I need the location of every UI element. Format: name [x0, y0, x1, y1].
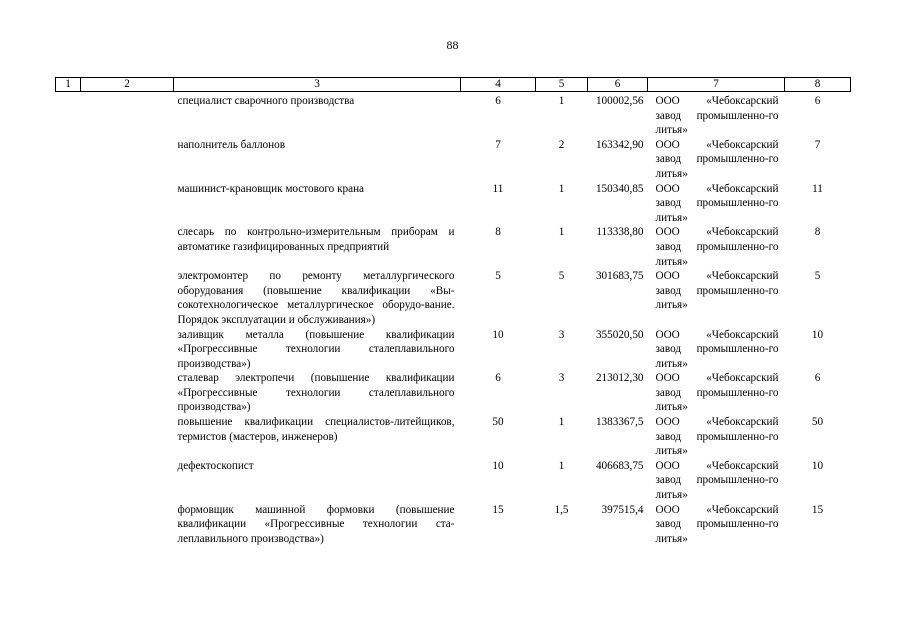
cell-organization: ООО «Чебоксарский завод промышленно-го литья» — [655, 270, 779, 312]
cell-organization: ООО «Чебоксарский завод промышленно-го литья» — [655, 416, 779, 458]
cell-col8: 7 — [814, 138, 821, 151]
cell-col1 — [56, 269, 81, 327]
table-row — [56, 92, 851, 138]
cell-col1 — [56, 415, 81, 459]
cell-organization: ООО «Чебоксарский завод промышленно-го литья» — [655, 95, 779, 137]
cell-col8: 11 — [812, 182, 823, 195]
cell-col8: 10 — [811, 328, 824, 341]
column-header-2: 2 — [81, 78, 174, 92]
cell-col1 — [56, 371, 81, 415]
cell-col5: 1 — [558, 182, 565, 195]
cell-organization: ООО «Чебоксарский завод промышленно-го литья» — [655, 138, 779, 180]
cell-col4: 11 — [492, 182, 504, 195]
cell-col2 — [81, 225, 174, 269]
cell-col5: 2 — [558, 138, 565, 151]
cell-profession: электромонтер по ремонту металлургического оборудования (повышение квалификации «Вы-сокотехнологическое металлургическое оборудо-вание. Порядок эксплуатации и обслуживания») — [177, 270, 455, 326]
cell-col1 — [56, 92, 81, 138]
cell-col8: 15 — [811, 503, 824, 516]
column-number-header-row — [56, 78, 851, 92]
cell-col2 — [81, 503, 174, 547]
column-header-5: 5 — [536, 78, 588, 92]
cell-profession: сталевар электропечи (повышение квалификации «Прогрессивные технологии сталеплавильного производства») — [177, 372, 455, 414]
cell-amount: 301683,75 — [595, 270, 644, 283]
cell-col8: 10 — [811, 459, 824, 472]
cell-amount: 100002,56 — [595, 95, 644, 107]
cell-col1 — [56, 503, 81, 547]
cell-col2 — [81, 138, 174, 182]
column-header-7: 7 — [648, 78, 785, 92]
table-row — [56, 225, 851, 269]
table-row — [56, 371, 851, 415]
cell-amount: 406683,75 — [595, 459, 644, 472]
cell-col5: 3 — [558, 328, 565, 341]
cell-col5: 1,5 — [554, 503, 569, 516]
cell-col5: 1 — [558, 459, 565, 472]
table-row — [56, 503, 851, 547]
cell-col4: 50 — [492, 416, 504, 429]
cell-col2 — [81, 371, 174, 415]
table-row — [56, 269, 851, 327]
cell-organization: ООО «Чебоксарский завод промышленно-го литья» — [655, 372, 779, 414]
cell-col5: 1 — [558, 416, 565, 429]
table-row — [56, 138, 851, 182]
cell-profession: формовщик машинной формовки (повышение квалификации «Прогрессивные технологии ста-леплавильного производства») — [177, 503, 455, 545]
cell-profession: дефектоскопист — [177, 459, 254, 472]
column-header-4: 4 — [461, 78, 536, 92]
cell-organization: ООО «Чебоксарский завод промышленно-го литья» — [655, 503, 779, 545]
cell-organization: ООО «Чебоксарский завод промышленно-го литья» — [655, 182, 779, 224]
cell-col2 — [81, 182, 174, 226]
table-row — [56, 182, 851, 226]
column-header-8: 8 — [785, 78, 851, 92]
cell-col8: 6 — [814, 372, 821, 385]
table-row — [56, 459, 851, 503]
cell-organization: ООО «Чебоксарский завод промышленно-го литья» — [655, 459, 779, 502]
cell-amount: 213012,30 — [595, 372, 644, 385]
cell-col4: 6 — [495, 372, 501, 385]
cell-col2 — [81, 269, 174, 327]
cell-col8: 50 — [811, 416, 824, 429]
cell-amount: 1383367,5 — [595, 416, 644, 429]
cell-col4: 8 — [495, 226, 501, 239]
cell-col4: 10 — [492, 459, 504, 472]
column-header-6: 6 — [588, 78, 648, 92]
cell-col2 — [81, 328, 174, 372]
cell-col5: 1 — [558, 95, 565, 107]
cell-col4: 10 — [492, 328, 504, 341]
cell-profession: повышение квалификации специалистов-литейщиков, термистов (мастеров, инженеров) — [177, 416, 455, 443]
cell-col4: 15 — [492, 503, 504, 516]
cell-organization: ООО «Чебоксарский завод промышленно-го литья» — [655, 226, 779, 268]
cell-col5: 1 — [558, 226, 565, 239]
cell-col8: 6 — [814, 95, 821, 107]
cell-col1 — [56, 328, 81, 372]
table-row — [56, 415, 851, 459]
cell-col5: 5 — [558, 270, 565, 283]
cell-col1 — [56, 459, 81, 503]
cell-col4: 6 — [495, 95, 501, 107]
cell-amount: 113338,80 — [596, 226, 644, 239]
cell-col8: 5 — [814, 270, 821, 283]
column-header-3: 3 — [174, 78, 461, 92]
cell-amount: 150340,85 — [595, 182, 644, 195]
cell-col5: 3 — [558, 372, 565, 385]
cell-profession: слесарь по контрольно-измерительным приборам и автоматике газифицированных предприятий — [177, 226, 455, 253]
cell-col2 — [81, 92, 174, 138]
cell-col2 — [81, 415, 174, 459]
cell-amount: 397515,4 — [601, 503, 644, 516]
cell-col1 — [56, 182, 81, 226]
cell-profession: наполнитель баллонов — [177, 138, 286, 151]
cell-col4: 5 — [495, 270, 501, 283]
cell-col1 — [56, 138, 81, 182]
cell-col8: 8 — [814, 226, 821, 239]
page-number: 88 — [446, 38, 459, 52]
cell-organization: ООО «Чебоксарский завод промышленно-го литья» — [655, 328, 779, 370]
table-row — [56, 328, 851, 372]
cell-amount: 163342,90 — [595, 138, 644, 151]
cell-col4: 7 — [495, 138, 501, 151]
column-header-1: 1 — [56, 78, 81, 92]
document-table — [55, 77, 851, 546]
cell-col1 — [56, 225, 81, 269]
cell-profession: заливщик металла (повышение квалификации «Прогрессивные технологии сталеплавильного производства») — [177, 328, 455, 370]
cell-profession: специалист сварочного производства — [177, 95, 355, 107]
cell-amount: 355020,50 — [595, 328, 644, 341]
cell-profession: машинист-крановщик мостового крана — [177, 182, 365, 195]
cell-col2 — [81, 459, 174, 503]
